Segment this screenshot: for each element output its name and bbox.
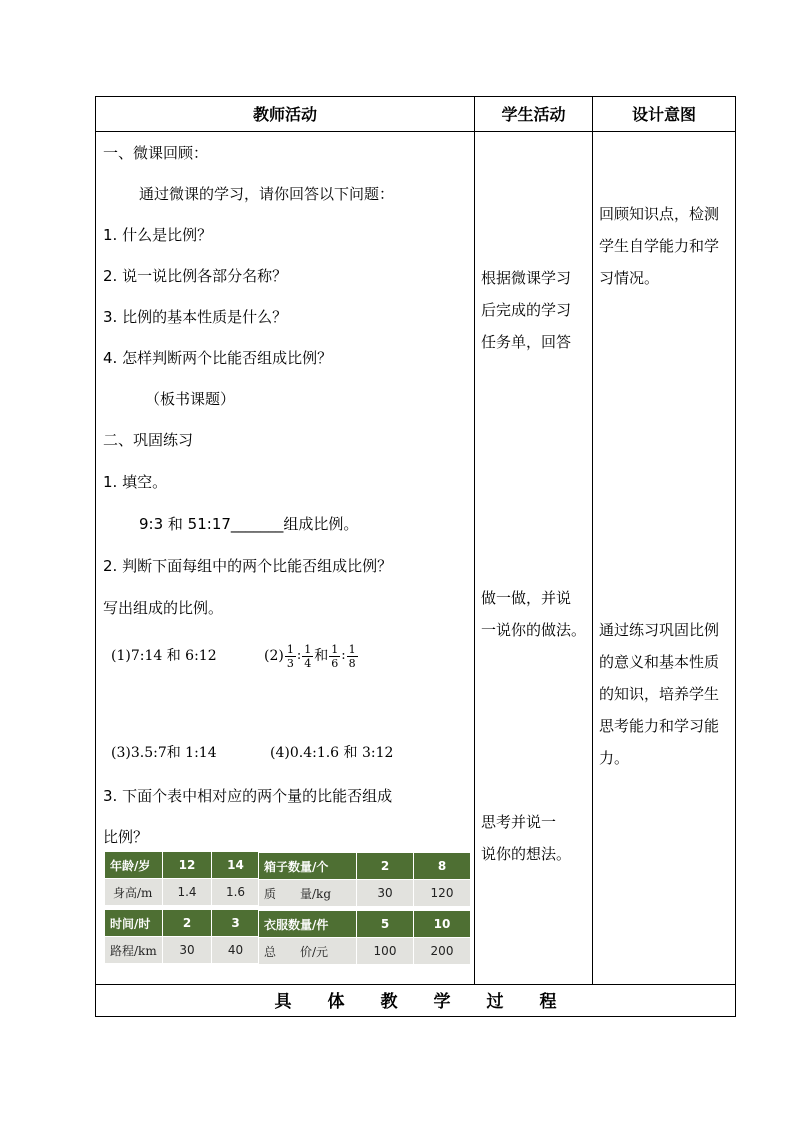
practice-3: 3. 下面个表中相对应的两个量的比能否组成 — [103, 787, 393, 805]
table-cell: 200 — [414, 938, 471, 965]
practice-3-sub: 比例？ — [103, 828, 149, 846]
table-row — [259, 938, 471, 965]
design-intent-1 — [599, 198, 719, 294]
item-2-and: 和 — [314, 648, 329, 664]
section-1-intro: 通过微课的学习，请你回答以下问题： — [139, 185, 395, 203]
column-divider-2 — [592, 96, 593, 984]
fraction-numerator: 1 — [331, 642, 339, 656]
title-char: 具 — [274, 992, 292, 1012]
table-box-weight — [258, 852, 471, 907]
practice-2-item-3: (3)3.5:7和 1:14 — [111, 745, 217, 761]
table-cell: 30 — [163, 937, 212, 964]
table-cell: 1.6 — [212, 879, 260, 906]
table-cell: 120 — [414, 880, 471, 907]
text-line: 力。 — [599, 749, 630, 767]
question-4: 4. 怎样判断两个比能否组成比例？ — [103, 349, 333, 367]
text-line: 习情况。 — [599, 269, 660, 287]
practice-2-item-1: (1)7:14 和 6:12 — [111, 648, 217, 664]
table-age-height — [104, 851, 260, 906]
table-cell: 40 — [212, 937, 260, 964]
table-row — [105, 937, 260, 964]
table-row — [105, 910, 260, 937]
table-clothes-price — [258, 910, 471, 965]
table-cell: 质 量/kg — [259, 880, 357, 907]
practice-1: 1. 填空。 — [103, 473, 168, 491]
text-line: 回顾知识点，检测 — [599, 205, 720, 223]
student-answer-2 — [481, 582, 586, 646]
question-2: 2. 说一说比例各部分名称？ — [103, 267, 288, 285]
text-line: 思考并说一 — [481, 813, 557, 831]
fraction-numerator: 1 — [286, 642, 294, 656]
table-header-cell: 箱子数量/个 — [259, 853, 357, 880]
item-2-prefix: (2) — [264, 648, 284, 664]
table-row — [105, 879, 260, 906]
text-line: 学生自学能力和学 — [599, 237, 720, 255]
practice-2-item-4: (4)0.4:1.6 和 3:12 — [270, 745, 394, 761]
design-intent-2 — [599, 614, 719, 774]
title-char: 学 — [433, 992, 451, 1012]
table-cell: 100 — [357, 938, 414, 965]
table-header-cell: 2 — [357, 853, 414, 880]
table-header-cell: 时间/时 — [105, 910, 163, 937]
fraction-denominator: 8 — [348, 656, 356, 670]
fraction-denominator: 6 — [331, 656, 339, 670]
section-2-title: 二、巩固练习 — [103, 431, 194, 449]
title-char: 体 — [327, 992, 345, 1012]
title-char: 教 — [380, 992, 398, 1012]
table-cell: 30 — [357, 880, 414, 907]
practice-2-sub: 写出组成的比例。 — [103, 599, 224, 617]
text-line: 思考能力和学习能 — [599, 717, 720, 735]
text-line: 根据微课学习 — [481, 269, 572, 287]
practice-2: 2. 判断下面每组中的两个比能否组成比例？ — [103, 557, 393, 575]
fraction-denominator: 4 — [304, 656, 312, 670]
table-row — [259, 911, 471, 938]
table-cell: 路程/km — [105, 937, 163, 964]
table-cell: 1.4 — [163, 879, 212, 906]
title-char: 过 — [486, 992, 504, 1012]
table-cell: 总 价/元 — [259, 938, 357, 965]
table-header-cell: 3 — [212, 910, 260, 937]
teaching-process-title — [96, 988, 735, 1016]
table-header-cell: 12 — [163, 852, 212, 879]
header-student-activity: 学生活动 — [501, 105, 566, 124]
text-line: 做一做，并说 — [481, 589, 572, 607]
text-line: 说你的想法。 — [481, 845, 572, 863]
table-cell: 身高/m — [105, 879, 163, 906]
fraction-numerator: 1 — [348, 642, 356, 656]
footer-divider — [95, 984, 736, 985]
fraction-denominator: 3 — [286, 656, 294, 670]
text-line: 一说你的做法。 — [481, 621, 587, 639]
practice-2-item-2: (2) $\frac{1}{3}$ : $\frac{1}{4}$ 和 $\frac{1}{6}$ : $\frac{1}{8}$ — [264, 642, 356, 670]
table-header-cell: 8 — [414, 853, 471, 880]
student-answer-1 — [481, 262, 571, 358]
fraction-numerator: 1 — [304, 642, 312, 656]
table-time-distance — [104, 909, 260, 964]
table-row — [105, 852, 260, 879]
question-3: 3. 比例的基本性质是什么？ — [103, 308, 288, 326]
student-answer-3 — [481, 806, 571, 870]
text-line: 的意义和基本性质 — [599, 653, 720, 671]
header-teacher-activity: 教师活动 — [252, 105, 317, 124]
practice-1-item: 9:3 和 51:17_______组成比例。 — [139, 515, 359, 533]
text-line: 后完成的学习 — [481, 301, 572, 319]
fraction-1-6 — [329, 643, 340, 670]
table-header-cell: 衣服数量/件 — [259, 911, 357, 938]
text-line: 通过练习巩固比例 — [599, 621, 720, 639]
table-header-cell: 10 — [414, 911, 471, 938]
question-1: 1. 什么是比例？ — [103, 226, 213, 244]
table-row — [259, 853, 471, 880]
table-row — [259, 880, 471, 907]
table-header-cell: 年龄/岁 — [105, 852, 163, 879]
table-header-cell: 14 — [212, 852, 260, 879]
fraction-1-4 — [302, 643, 313, 670]
table-header-cell: 2 — [163, 910, 212, 937]
text-line: 任务单，回答 — [481, 333, 572, 351]
fraction-1-8 — [347, 643, 358, 670]
fraction-1-3 — [285, 643, 296, 670]
title-char: 程 — [539, 992, 557, 1012]
text-line: 的知识，培养学生 — [599, 685, 720, 703]
header-design-intent: 设计意图 — [631, 105, 696, 124]
section-1-title: 一、微课回顾： — [103, 144, 209, 162]
table-header-cell: 5 — [357, 911, 414, 938]
column-divider-1 — [474, 96, 475, 984]
board-title-note: （板书课题） — [145, 390, 236, 408]
